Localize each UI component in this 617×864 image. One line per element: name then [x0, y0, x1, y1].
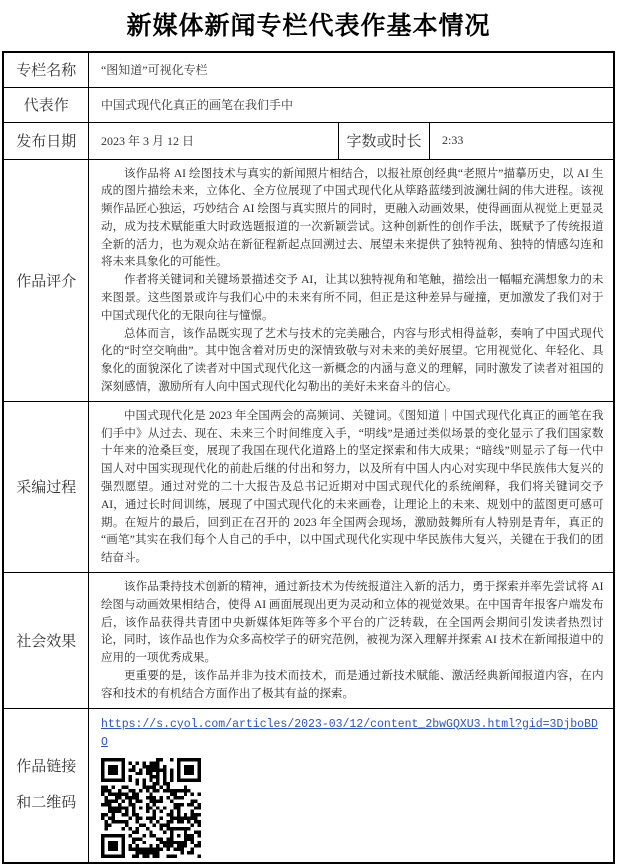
info-table — [2, 51, 614, 864]
representative-work-value: 中国式现代化真正的画笔在我们手中 — [88, 87, 613, 122]
process-paragraph-1: 中国式现代化是 2023 年全国两会的高频词、关键词。《图知道｜中国式现代化真正的画笔在我们手中》从过去、现在、未来三个时间维度入手，“明线”是通过类似场景的变化显示了我们国家数十年来的沧桑巨变，展现了我国在现代化道路上的坚定探索和伟大成果；“暗线”则显示了每一代中国人对中国实现现代化的前赴后继的付出和努力，以及所有中国人内心对实现中华民族伟大复兴的强烈愿望。通过对党的二十大报告及总书记近期对中国式现代化的系统阐释，我们将关键词交予 AI，通过长时间训练，展现了中国式现代化的未来画卷，让理论上的未来、规划中的蓝图更可感可期。在短片的最后，回到正在召开的 2023 年全国两会现场，激励鼓舞所有人特别是青年，真正的“画笔”其实在我们每个人自己的手中，以中国式现代化实现中华民族伟大复兴，关键在于我们的团结奋斗。 — [100, 409, 604, 565]
link-qr-label-line2: 和二维码 — [16, 794, 77, 812]
qr-code — [101, 758, 201, 858]
column-name-label: 专栏名称 — [3, 52, 88, 87]
duration-value: 2:33 — [429, 122, 613, 159]
column-name-value: “图知道”可视化专栏 — [88, 52, 613, 87]
duration-label: 字数或时长 — [338, 122, 429, 159]
review-paragraph-2: 作者将关键词和关键场景描述交予 AI，让其以独特视角和笔触，描绘出一幅幅充满想象力的未来图景。这些图景或许与我们心中的未来有所不同，但正是这种差异与碰撞，更加激发了我们对于中国式现代化的无限向往与憧憬。 — [100, 274, 604, 322]
review-paragraph-3: 总体而言，该作品既实现了艺术与技术的完美融合，内容与形式相得益彰，奏响了中国式现代化的“时空交响曲”。其中饱含着对历史的深情致敬与对未来的美好展望。它用视觉化、年轻化、具象化的面貌深化了读者对中国式现代化这一新概念的内涵与意义的理解，同时激发了读者对祖国的深刻感情，激励所有人向中国式现代化勾勒出的美好未来奋斗的信心。 — [100, 327, 604, 394]
effect-paragraph-1: 该作品秉持技术创新的精神，通过新技术为传统报道注入新的活力，勇于探索并率先尝试将 AI 绘图与动画效果相结合，使得 AI 画面展现出更为灵动和立体的视觉效果。在中国青年报客户端发布后，该作品获得共青团中央新媒体矩阵等多个平台的广泛转载，在全国两会期间引发读者热烈讨论，同时，该作品也作为众多高校学子的研究范例，被视为深入理解并探索 AI 技术在新闻报道中的应用的一项优秀成果。 — [100, 581, 604, 665]
link-qr-label — [3, 708, 88, 863]
review-content — [88, 159, 613, 401]
effect-content — [88, 573, 613, 709]
review-paragraph-1: 该作品将 AI 绘图技术与真实的新闻照片相结合，以报社原创经典“老照片”描摹历史，以 AI 生成的图片描绘未来，立体化、全方位展现了中国式现代化从筚路蓝缕到波澜壮阔的伟大进程。该视频作品匠心独运，巧妙结合 AI 绘图与真实照片的同时，更融入动画效果，使得画面从视觉上更显灵动，成为技术赋能重大时政选题报道的一次新颖尝试。这种创新性的创作手法，既赋予了传统报道全新的活力，也为观众站在新征程新起点回溯过去、展望未来提供了独特视角、独特的情感勾连和将未来具象化的可能性。 — [100, 167, 604, 269]
row-representative-work — [3, 87, 613, 122]
process-label: 采编过程 — [3, 401, 88, 572]
link-qr-content — [88, 708, 613, 863]
row-process — [3, 401, 613, 572]
effect-paragraph-2: 更重要的是，该作品并非为技术而技术，而是通过新技术赋能、激活经典新闻报道内容，在内容和技术的有机结合方面作出了极其有益的探索。 — [100, 670, 604, 700]
row-link-qr — [3, 708, 613, 863]
process-content — [88, 401, 613, 572]
row-publish-date — [3, 122, 613, 159]
publish-date-label: 发布日期 — [3, 122, 88, 159]
row-effect — [3, 573, 613, 709]
review-label: 作品评介 — [3, 159, 88, 401]
row-column-name — [3, 52, 613, 87]
article-link[interactable]: https://s.cyol.com/articles/2023-03/12/content_2bwGQXU3.html?gid=3DjboBDO — [100, 717, 598, 749]
page-title: 新媒体新闻专栏代表作基本情况 — [126, 12, 491, 40]
effect-label: 社会效果 — [3, 573, 88, 709]
publish-date-value: 2023 年 3 月 12 日 — [88, 122, 338, 159]
link-qr-label-line1: 作品链接 — [16, 758, 77, 776]
row-review — [3, 159, 613, 401]
representative-work-label: 代表作 — [3, 87, 88, 122]
